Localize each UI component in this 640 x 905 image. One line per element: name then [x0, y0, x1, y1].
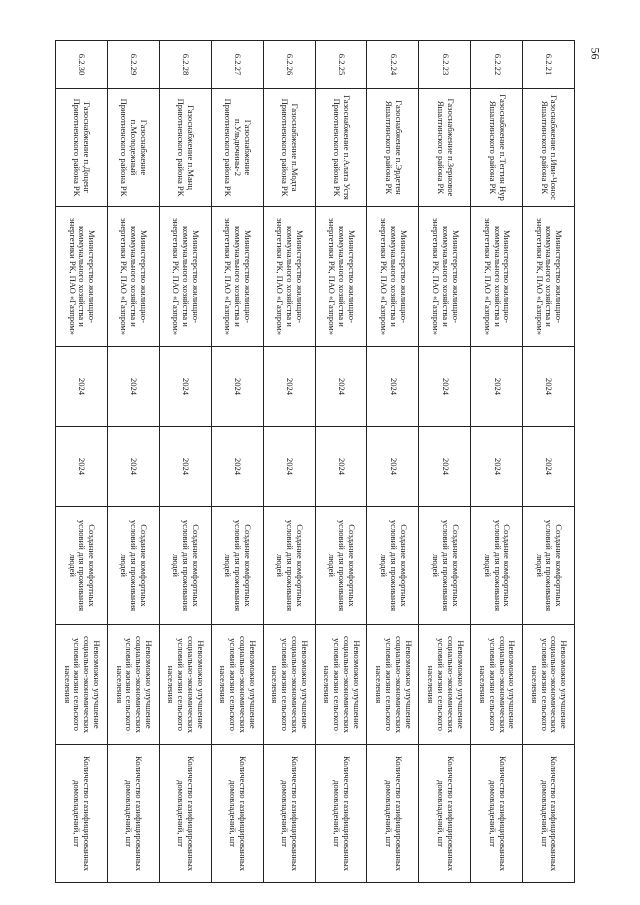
target-indicator: Количество газифицированных домовладений, шт [56, 745, 108, 883]
row-number: 6.2.21 [523, 41, 575, 89]
start-year: 2024 [419, 347, 471, 427]
end-year: 2024 [159, 427, 211, 507]
target-indicator: Количество газифицированных домовладений, шт [107, 745, 159, 883]
expected-result: Создание комфортных условий для проживания людей [471, 507, 523, 625]
start-year: 2024 [315, 347, 367, 427]
start-year: 2024 [56, 347, 108, 427]
target-indicator: Количество газифицированных домовладений, шт [315, 745, 367, 883]
start-year: 2024 [367, 347, 419, 427]
expected-result: Создание комфортных условий для проживания людей [211, 507, 263, 625]
table-row [523, 41, 575, 883]
start-year: 2024 [107, 347, 159, 427]
measure-name: Газоснабжение п.Ульдючины-2 Приютненского района РК [211, 89, 263, 207]
end-year: 2024 [471, 427, 523, 507]
non-implementation-effect: Невозможно улучшение социально-экономических условий жизни сельского населения [107, 625, 159, 745]
start-year: 2024 [263, 347, 315, 427]
target-indicator: Количество газифицированных домовладений, шт [367, 745, 419, 883]
non-implementation-effect: Невозможно улучшение социально-экономических условий жизни сельского населения [471, 625, 523, 745]
start-year: 2024 [471, 347, 523, 427]
responsible-executor: Министерство жилищно-коммунального хозяйства и энергетики РК, ПАО «Газпром» [263, 207, 315, 347]
program-table-rotated [55, 40, 575, 882]
responsible-executor: Министерство жилищно-коммунального хозяйства и энергетики РК, ПАО «Газпром» [211, 207, 263, 347]
measure-name: Газоснабжение п.Зерновое Яшалтинского района РК [419, 89, 471, 207]
row-number: 6.2.25 [315, 41, 367, 89]
expected-result: Создание комфортных условий для проживания людей [56, 507, 108, 625]
non-implementation-effect: Невозможно улучшение социально-экономических условий жизни сельского населения [159, 625, 211, 745]
responsible-executor: Министерство жилищно-коммунального хозяйства и энергетики РК, ПАО «Газпром» [159, 207, 211, 347]
expected-result: Создание комфортных условий для проживания людей [107, 507, 159, 625]
table-row [367, 41, 419, 883]
end-year: 2024 [367, 427, 419, 507]
non-implementation-effect: Невозможно улучшение социально-экономических условий жизни сельского населения [419, 625, 471, 745]
measure-name: Газоснабжение п.Тегтин Нур Яшалтинского района РК [471, 89, 523, 207]
expected-result: Создание комфортных условий для проживания людей [367, 507, 419, 625]
responsible-executor: Министерство жилищно-коммунального хозяйства и энергетики РК, ПАО «Газпром» [523, 207, 575, 347]
non-implementation-effect: Невозможно улучшение социально-экономических условий жизни сельского населения [263, 625, 315, 745]
program-table [55, 40, 575, 883]
target-indicator: Количество газифицированных домовладений, шт [523, 745, 575, 883]
measure-name: Газоснабжение п.Манц Приютненского района РК [159, 89, 211, 207]
measure-name: Газоснабжение п.Эрдетен Яшалтинского района РК [367, 89, 419, 207]
expected-result: Создание комфортных условий для проживания людей [419, 507, 471, 625]
table-row [419, 41, 471, 883]
expected-result: Создание комфортных условий для проживания людей [523, 507, 575, 625]
end-year: 2024 [107, 427, 159, 507]
measure-name: Газоснабжение п.Доценг Приютненского района РК [56, 89, 108, 207]
end-year: 2024 [211, 427, 263, 507]
row-number: 6.2.22 [471, 41, 523, 89]
responsible-executor: Министерство жилищно-коммунального хозяйства и энергетики РК, ПАО «Газпром» [315, 207, 367, 347]
target-indicator: Количество газифицированных домовладений, шт [471, 745, 523, 883]
row-number: 6.2.26 [263, 41, 315, 89]
start-year: 2024 [159, 347, 211, 427]
responsible-executor: Министерство жилищно-коммунального хозяйства и энергетики РК, ПАО «Газпром» [471, 207, 523, 347]
table-body [56, 41, 575, 883]
end-year: 2024 [419, 427, 471, 507]
table-row [56, 41, 108, 883]
start-year: 2024 [211, 347, 263, 427]
table-row [263, 41, 315, 883]
row-number: 6.2.28 [159, 41, 211, 89]
end-year: 2024 [56, 427, 108, 507]
measure-name: Газоснабжение п.Модта Приютненского района РК [263, 89, 315, 207]
expected-result: Создание комфортных условий для проживания людей [159, 507, 211, 625]
table-row [471, 41, 523, 883]
end-year: 2024 [315, 427, 367, 507]
non-implementation-effect: Невозможно улучшение социально-экономических условий жизни сельского населения [523, 625, 575, 745]
table-row [315, 41, 367, 883]
expected-result: Создание комфортных условий для проживания людей [315, 507, 367, 625]
non-implementation-effect: Невозможно улучшение социально-экономических условий жизни сельского населения [56, 625, 108, 745]
measure-name: Газоснабжение п.Алата Устя Приютненского района РК [315, 89, 367, 207]
target-indicator: Количество газифицированных домовладений, шт [211, 745, 263, 883]
page-number: 56 [588, 47, 603, 60]
row-number: 6.2.23 [419, 41, 471, 89]
responsible-executor: Министерство жилищно-коммунального хозяйства и энергетики РК, ПАО «Газпром» [419, 207, 471, 347]
responsible-executor: Министерство жилищно-коммунального хозяйства и энергетики РК, ПАО «Газпром» [56, 207, 108, 347]
start-year: 2024 [523, 347, 575, 427]
target-indicator: Количество газифицированных домовладений, шт [263, 745, 315, 883]
non-implementation-effect: Невозможно улучшение социально-экономических условий жизни сельского населения [315, 625, 367, 745]
table-row [211, 41, 263, 883]
row-number: 6.2.30 [56, 41, 108, 89]
non-implementation-effect: Невозможно улучшение социально-экономических условий жизни сельского населения [367, 625, 419, 745]
end-year: 2024 [263, 427, 315, 507]
measure-name: Газоснабжение п.Иви-Чонос Яшалтинского района РК [523, 89, 575, 207]
row-number: 6.2.24 [367, 41, 419, 89]
program-table-container [55, 40, 575, 882]
target-indicator: Количество газифицированных домовладений, шт [159, 745, 211, 883]
table-row [107, 41, 159, 883]
table-row [159, 41, 211, 883]
responsible-executor: Министерство жилищно-коммунального хозяйства и энергетики РК, ПАО «Газпром» [107, 207, 159, 347]
measure-name: Газоснабжение п.Молодежный Приютненского района РК [107, 89, 159, 207]
row-number: 6.2.27 [211, 41, 263, 89]
non-implementation-effect: Невозможно улучшение социально-экономических условий жизни сельского населения [211, 625, 263, 745]
row-number: 6.2.29 [107, 41, 159, 89]
target-indicator: Количество газифицированных домовладений, шт [419, 745, 471, 883]
end-year: 2024 [523, 427, 575, 507]
responsible-executor: Министерство жилищно-коммунального хозяйства и энергетики РК, ПАО «Газпром» [367, 207, 419, 347]
expected-result: Создание комфортных условий для проживания людей [263, 507, 315, 625]
